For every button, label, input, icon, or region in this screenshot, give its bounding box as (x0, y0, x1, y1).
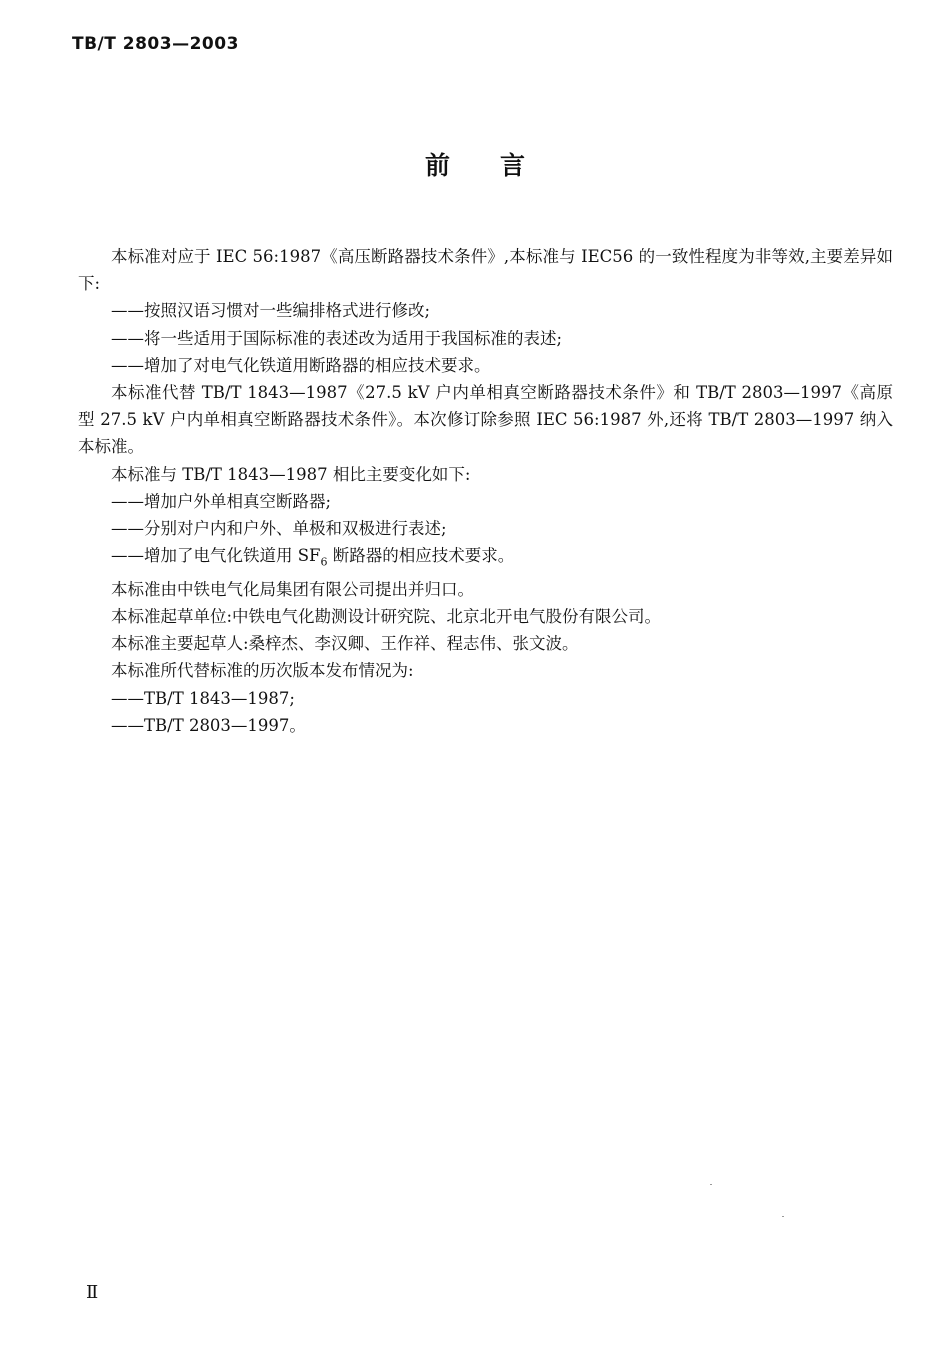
page-number: Ⅱ (86, 1282, 99, 1303)
paragraph-drafting-unit: 本标准起草单位:中铁电气化勘测设计研究院、北京北开电气股份有限公司。 (111, 606, 662, 626)
list-item: ——增加户外单相真空断路器; (111, 491, 332, 511)
list-item-text-after: 断路器的相应技术要求。 (327, 546, 515, 566)
list-item: ——分别对户内和户外、单极和双极进行表述; (111, 519, 447, 539)
page-title: 前言 (424, 151, 575, 180)
paragraph-changes: 本标准与 TB/T 1843—1987 相比主要变化如下: (111, 464, 471, 484)
list-item-text-before: ——增加了电气化铁道用 SF (111, 546, 321, 566)
subscript-six: 6 (320, 555, 328, 569)
paragraph-drafters: 本标准主要起草人:桑梓杰、李汉卿、王作祥、程志伟、张文波。 (111, 634, 579, 654)
list-item: ——TB/T 1843—1987; (111, 688, 295, 708)
list-item: ——按照汉语习惯对一些编排格式进行修改; (111, 301, 431, 321)
list-item: ——TB/T 2803—1997。 (111, 715, 306, 735)
list-item-sf6 (78, 542, 893, 576)
paragraph-proposer: 本标准由中铁电气化局集团有限公司提出并归口。 (111, 579, 474, 599)
scan-speck (782, 1216, 784, 1217)
foreword-body (78, 243, 893, 739)
document-number-header: TB/T 2803—2003 (72, 34, 239, 54)
paragraph-replaces: 本标准代替 TB/T 1843—1987《27.5 kV 户内单相真空断路器技术条件》和 TB/T 2803—1997《高原型 27.5 kV 户内单相真空断路器技术条件》。本次修订除参照 IEC 56:1987 外,还将 TB/T 2803—1997 纳入本标准。 (78, 383, 893, 457)
list-item: ——增加了对电气化铁道用断路器的相应技术要求。 (111, 355, 491, 375)
paragraph-correspondence: 本标准对应于 IEC 56:1987《高压断路器技术条件》,本标准与 IEC56 的一致性程度为非等效,主要差异如下: (78, 247, 893, 294)
list-item: ——将一些适用于国际标准的表述改为适用于我国标准的表述; (111, 328, 563, 348)
paragraph-history: 本标准所代替标准的历次版本发布情况为: (111, 661, 414, 681)
scan-speck (710, 1184, 712, 1185)
